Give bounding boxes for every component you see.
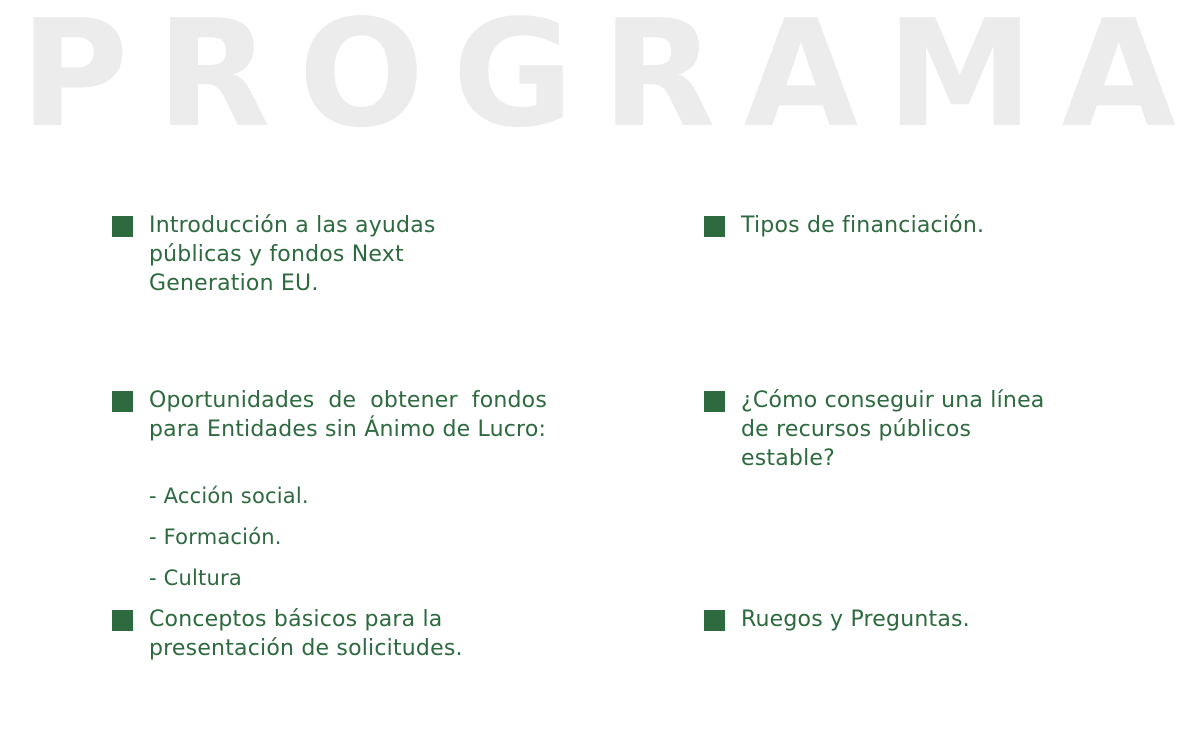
watermark-letter: M: [886, 0, 1034, 160]
program-item-text: Oportunidades de obtener fondos para Entidades sin Ánimo de Lucro:: [149, 388, 547, 442]
program-item-text: Tipos de financiación.: [741, 213, 985, 238]
program-item-questions: [704, 605, 1101, 634]
square-bullet-icon: [112, 216, 133, 237]
watermark-letter: P: [20, 0, 129, 160]
program-item-concepts: [112, 605, 509, 663]
square-bullet-icon: [704, 391, 725, 412]
watermark-letter: A: [743, 0, 859, 160]
program-item-financing-types: [704, 211, 1101, 240]
program-item-intro: [112, 211, 479, 298]
program-item-text: ¿Cómo conseguir una línea de recursos públicos estable?: [741, 388, 1045, 471]
square-bullet-icon: [704, 610, 725, 631]
watermark-letter: R: [601, 0, 716, 160]
program-item-text: Ruegos y Preguntas.: [741, 607, 970, 632]
watermark-letter: R: [156, 0, 271, 160]
sub-item-cultura: - Cultura: [149, 566, 242, 590]
square-bullet-icon: [704, 216, 725, 237]
sub-item-formacion: - Formación.: [149, 525, 282, 549]
program-item-stable-resources: [704, 386, 1071, 473]
watermark-letter: O: [298, 0, 425, 160]
square-bullet-icon: [112, 391, 133, 412]
program-item-text: Conceptos básicos para la presentación de solicitudes.: [149, 607, 463, 661]
watermark-letter: A: [1061, 0, 1176, 160]
program-item-text: Introducción a las ayudas públicas y fondos Next Generation EU.: [149, 213, 436, 296]
watermark-letter: G: [452, 0, 574, 160]
programa-watermark: [0, 0, 1194, 160]
sub-item-accion-social: - Acción social.: [149, 484, 309, 508]
square-bullet-icon: [112, 610, 133, 631]
program-item-opportunities: [112, 386, 547, 444]
